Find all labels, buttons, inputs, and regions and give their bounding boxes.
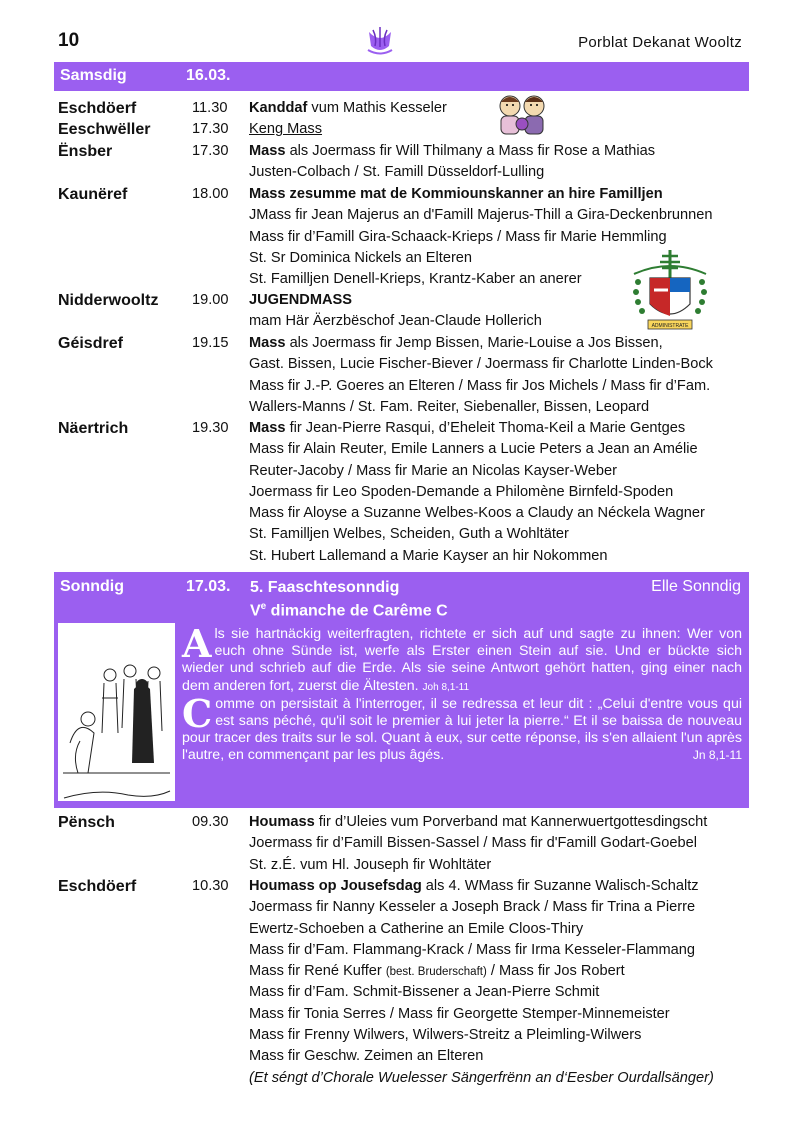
intentions xyxy=(249,876,750,1089)
intention-text: Joermass fir Nanny Kesseler a Joseph Brack / Mass fir Trina a Pierre xyxy=(249,899,696,916)
mass-time: 10.30 xyxy=(192,878,229,894)
day-label: Samsdig xyxy=(60,67,127,84)
parish-name: Eschdöerf xyxy=(58,100,137,117)
intention-line xyxy=(249,354,750,375)
intention-text: Mass xyxy=(249,420,286,436)
intention-text: als Joermass fir Will Thilmany a Mass fir Rose a Mathias xyxy=(285,143,656,159)
intentions xyxy=(249,812,750,876)
parish-name: Kaunëref xyxy=(58,186,128,203)
intention-text: Mass xyxy=(249,143,286,159)
intentions xyxy=(249,141,750,184)
gospel-reference: Joh 8,1-11 xyxy=(422,681,470,693)
liturgical-color-label: Elle Sonndig xyxy=(651,578,741,595)
intention-text: Kanddaf xyxy=(249,100,308,116)
mass-time: 19.00 xyxy=(192,292,229,308)
intention-text: Houmass xyxy=(249,814,315,830)
intention-line xyxy=(249,503,750,524)
intention-text: Mass fir d’Fam. Flammang-Krack / Mass fir Irma Kesseler-Flammang xyxy=(249,941,696,958)
intention-line xyxy=(249,439,750,460)
intention-text: / Mass fir Jos Robert xyxy=(486,963,625,980)
intention-text: Keng Mass xyxy=(249,121,323,137)
intention-line xyxy=(249,1068,750,1089)
intention-text: Reuter-Jacoby / Mass fir Marie an Nicolas Kayser-Weber xyxy=(249,462,617,479)
mass-time: 18.00 xyxy=(192,186,229,202)
gospel-french: Comme on persistait à l'interroger, il se redressa et leur dit : „Celui d'entre vous qui est sans péché, qu'il soit le premier à lui jeter la pierre.“ Et il se baissa de nouveau pour tracer des traits sur le sol. Quant à eux, sur cette réponse, ils s'en allaient l'un après l'autre, en commençant par les plus âgés. Jn 8,1-11 xyxy=(182,690,742,764)
intention-line xyxy=(249,940,750,961)
archbishop-coat-of-arms-icon xyxy=(628,248,712,334)
intention-text: Mass fir d’Fam. Schmit-Bissener a Jean-Pierre Schmit xyxy=(249,984,600,1001)
intention-line xyxy=(249,376,750,397)
intention-line xyxy=(249,897,750,918)
intention-line xyxy=(249,855,750,876)
intention-text: Wallers-Manns / St. Fam. Reiter, Siebenaller, Bissen, Leopard xyxy=(249,398,650,415)
intention-line xyxy=(249,876,750,897)
intention-text: mam Här Äerzbëschof Jean-Claude Hollerich xyxy=(249,313,542,330)
chalice-logo-icon xyxy=(363,24,397,58)
drop-cap: A xyxy=(182,621,212,666)
intention-text: Mass fir d’Famill Gira-Schaack-Krieps / Mass fir Marie Hemmling xyxy=(249,228,667,245)
intention-text: JMass fir Jean Majerus an d'Famill Majerus-Thill a Gira-Deckenbrunnen xyxy=(249,207,713,224)
date-label: 16.03. xyxy=(186,67,231,84)
parish-name: Näertrich xyxy=(58,420,129,437)
intention-text: Houmass op Jousefsdag xyxy=(249,878,422,894)
two-children-clipart-icon xyxy=(488,94,558,138)
intention-line xyxy=(249,546,750,567)
intention-text: fir Jean-Pierre Rasqui, d’Eheleit Thoma-Keil a Marie Gentges xyxy=(285,420,686,436)
parish-name: Géisdref xyxy=(58,335,123,352)
mass-time: 17.30 xyxy=(192,143,229,159)
jesus-writing-in-sand-illustration xyxy=(58,623,175,801)
intention-text: Mass fir J.-P. Goeres an Elteren / Mass fir Jos Michels / Mass fir d’Fam. xyxy=(249,377,711,394)
intention-text: Mass fir René Kuffer xyxy=(249,963,386,980)
intention-text: St. z.É. vum Hl. Jouseph fir Wohltäter xyxy=(249,856,492,873)
intention-line xyxy=(249,812,750,833)
page-number: 10 xyxy=(58,30,80,51)
intention-text: Mass zesumme mat de Kommiounskanner an hire Familljen xyxy=(249,186,663,202)
sunday-header xyxy=(54,572,749,808)
intention-text: St. Familljen Denell-Krieps, Krantz-Kaber an anerer xyxy=(249,271,582,288)
intention-text: Mass xyxy=(249,335,286,351)
intention-text: JUGENDMASS xyxy=(249,292,352,308)
intention-text: Gast. Bissen, Lucie Fischer-Biever / Joermass fir Charlotte Linden-Bock xyxy=(249,356,713,373)
date-label: 17.03. xyxy=(186,578,231,595)
intention-text: (Et séngt d’Chorale Wuelesser Sängerfrënn an d‘Eesber Ourdallsänger) xyxy=(249,1069,714,1086)
day-label: Sonndig xyxy=(60,578,124,595)
intention-text: St. Familljen Welbes, Scheiden, Guth a Wohltäter xyxy=(249,526,569,543)
parish-name: Nidderwooltz xyxy=(58,292,159,309)
intention-line xyxy=(249,524,750,545)
intention-line xyxy=(249,1025,750,1046)
mass-time: 19.15 xyxy=(192,335,229,351)
intention-text: als Joermass fir Jemp Bissen, Marie-Louise a Jos Bissen, xyxy=(285,335,663,351)
page-header xyxy=(58,30,742,56)
mass-time: 11.30 xyxy=(192,100,228,116)
intentions xyxy=(249,333,750,418)
intention-line xyxy=(249,1046,750,1067)
intentions xyxy=(249,418,750,567)
mass-time: 19.30 xyxy=(192,420,229,436)
feast-title xyxy=(250,578,448,620)
intention-line xyxy=(249,461,750,482)
drop-cap: C xyxy=(182,690,213,736)
intention-text: Mass fir Frenny Wilwers, Wilwers-Streitz a Pleimling-Wilwers xyxy=(249,1027,642,1044)
mass-time: 09.30 xyxy=(192,814,229,830)
intention-line xyxy=(249,1004,750,1025)
intention-text: Mass fir Alain Reuter, Emile Lanners a Lucie Peters a Jean an Amélie xyxy=(249,441,698,458)
mass-time: 17.30 xyxy=(192,121,229,137)
intention-text: Justen-Colbach / St. Famill Düsseldorf-Lulling xyxy=(249,164,545,181)
intention-line xyxy=(249,162,750,183)
intention-text: Mass fir Geschw. Zeimen an Elteren xyxy=(249,1048,484,1065)
crest-banner-text: ADMINISTRATE xyxy=(651,323,689,329)
intention-line xyxy=(249,333,750,354)
feast-line-1: 5. Faaschtesonndig xyxy=(250,579,400,596)
intention-line xyxy=(249,227,750,248)
intention-line xyxy=(249,205,750,226)
gospel-german: Als sie hartnäckig weiterfragten, richtete er sich auf und sagte zu ihnen: Wer von euch ohne Sünde ist, werfe als Erster einen Stein auf sie. Und er bückte sich wieder und schrieb auf die Erde. Als sie seine Antwort gehört hatten, ging einer nach dem anderen fort, zuerst die Ältesten. Joh 8,1-11 xyxy=(182,621,742,694)
gospel-text xyxy=(182,621,742,765)
intention-text: Joermass fir d’Famill Bissen-Sassel / Mass fir d'Famill Godart-Goebel xyxy=(249,835,698,852)
intention-line xyxy=(249,482,750,503)
intention-line xyxy=(249,141,750,162)
intention-line xyxy=(249,833,750,854)
intention-text: Ewertz-Schoeben a Catherine an Emile Cloos-Thiry xyxy=(249,920,584,937)
intention-line xyxy=(249,919,750,940)
intention-text: Mass fir Tonia Serres / Mass fir Georgette Stemper-Minnemeister xyxy=(249,1005,670,1022)
parish-name: Eschdöerf xyxy=(58,878,137,895)
intention-text: St. Sr Dominica Nickels an Elteren xyxy=(249,249,473,266)
parish-name: Eeschwëller xyxy=(58,121,151,138)
intention-text: fir d’Uleies vum Porverband mat Kannerwuertgottesdingscht xyxy=(314,814,708,830)
publication-title: Porblat Dekanat Wooltz xyxy=(578,34,742,51)
intention-line xyxy=(249,397,750,418)
intention-line xyxy=(249,184,750,205)
intention-text: Joermass fir Leo Spoden-Demande a Philomène Birnfeld-Spoden xyxy=(249,483,674,500)
intention-line xyxy=(249,982,750,1003)
intention-text: Mass fir Aloyse a Suzanne Welbes-Koos a Claudy an Néckela Wagner xyxy=(249,505,705,522)
intention-line xyxy=(249,418,750,439)
intention-line xyxy=(249,961,750,982)
parish-name: Pënsch xyxy=(58,814,115,831)
intention-text: als 4. WMass fir Suzanne Walisch-Schaltz xyxy=(421,878,699,894)
feast-line-2: Ve dimanche de Carême C xyxy=(250,601,448,620)
intention-text: St. Hubert Lallemand a Marie Kayser an hir Nokommen xyxy=(249,547,608,564)
parish-name: Ënsber xyxy=(58,143,113,160)
intention-text: vum Mathis Kesseler xyxy=(307,100,447,116)
intention-text: (best. Bruderschaft) xyxy=(385,966,487,979)
saturday-header xyxy=(54,62,749,91)
gospel-reference: Jn 8,1-11 xyxy=(692,748,742,763)
